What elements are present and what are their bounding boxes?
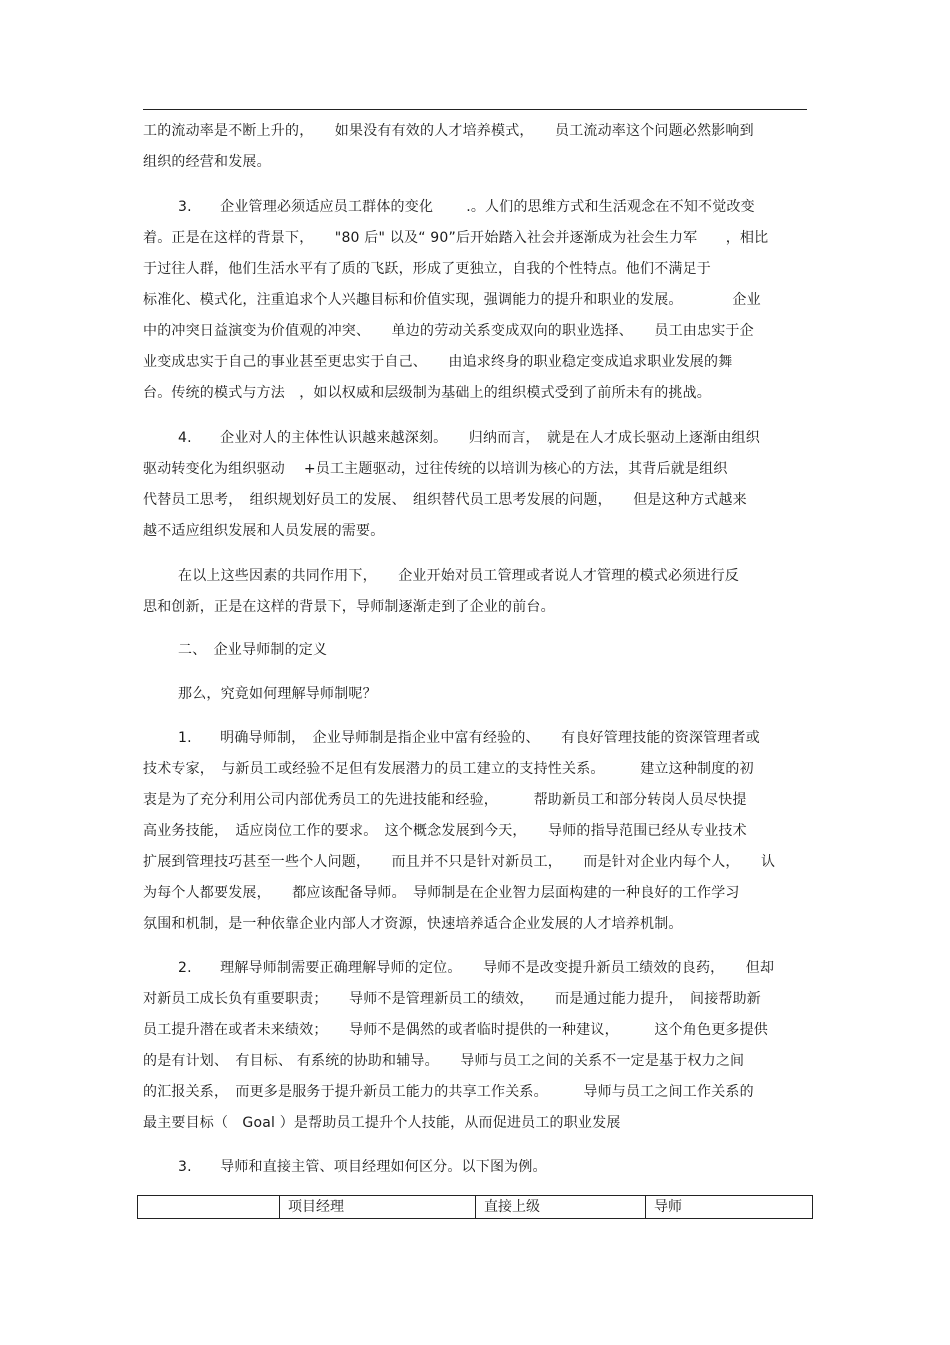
paragraph-2-heading: 2. 理解导师制需要正确理解导师的定位。 导师不是改变提升新员工绩效的良药， 但却 — [178, 960, 775, 976]
text-line: 代替员工思考， 组织规划好员工的发展、 组织替代员工思考发展的问题， 但是这种方式越来 — [143, 492, 747, 508]
paragraph-3-heading: 3. 企业管理必须适应员工群体的变化 .。人们的思维方式和生活观念在不知不觉改变 — [178, 199, 755, 215]
text-line: 的汇报关系， 而更多是服务于提升新员工能力的共享工作关系。 导师与员工之间工作关系的 — [143, 1084, 754, 1100]
table-header-cell-empty — [138, 1196, 280, 1218]
text-line: 最主要目标（ Goal ）是帮助员工提升个人技能，从而促进员工的职业发展 — [143, 1115, 621, 1131]
text-line: 越不适应组织发展和人员发展的需要。 — [143, 523, 385, 539]
text-line: 驱动转变化为组织驱动 +员工主题驱动，过往传统的以培训为核心的方法，其背后就是组织 — [143, 461, 728, 477]
table-header-mentor: 导师 — [654, 1199, 682, 1215]
text-line: 标准化、模式化，注重追求个人兴趣目标和价值实现，强调能力的提升和职业的发展。 企业 — [143, 292, 761, 308]
text-line: 为每个人都要发展， 都应该配备导师。 导师制是在企业智力层面构建的一种良好的工作学习 — [143, 885, 740, 901]
text-line: 着。正是在这样的背景下， "80 后" 以及“ 90”后开始踏入社会并逐渐成为社会生力军 ，相比 — [143, 230, 769, 246]
text-line: 于过往人群，他们生活水平有了质的飞跃，形成了更独立，自我的个性特点。他们不满足于 — [143, 261, 711, 277]
section-heading: 二、 企业导师制的定义 — [178, 642, 328, 658]
text-line: 工的流动率是不断上升的， 如果没有有效的人才培养模式， 员工流动率这个问题必然影响到 — [143, 123, 754, 139]
text-line: 对新员工成长负有重要职责； 导师不是管理新员工的绩效， 而是通过能力提升， 间接帮助新 — [143, 991, 761, 1007]
text-line: 衷是为了充分利用公司内部优秀员工的先进技能和经验， 帮助新员工和部分转岗人员尽快提 — [143, 792, 747, 808]
text-line: 思和创新，正是在这样的背景下，导师制逐渐走到了企业的前台。 — [143, 599, 555, 615]
paragraph-3b-heading: 3. 导师和直接主管、项目经理如何区分。以下图为例。 — [178, 1159, 547, 1175]
text-line: 的是有计划、 有目标、 有系统的协助和辅导。 导师与员工之间的关系不一定是基于权力之间 — [143, 1053, 745, 1069]
comparison-table — [137, 1195, 813, 1219]
table-header-project-manager: 项目经理 — [280, 1196, 476, 1218]
text-line: 高业务技能， 适应岗位工作的要求。 这个概念发展到今天， 导师的指导范围已经从专业技术 — [143, 823, 747, 839]
text-line: 技术专家， 与新员工或经验不足但有发展潜力的员工建立的支持性关系。 建立这种制度的初 — [143, 761, 754, 777]
table-header-direct-supervisor: 直接上级 — [476, 1196, 646, 1218]
text-line: 那么，究竟如何理解导师制呢？ — [178, 686, 377, 702]
text-line: 业变成忠实于自己的事业甚至更忠实于自己、 由追求终身的职业稳定变成追求职业发展的舞 — [143, 354, 733, 370]
paragraph-1-heading: 1. 明确导师制， 企业导师制是指企业中富有经验的、 有良好管理技能的资深管理者或 — [178, 730, 760, 746]
text-line: 员工提升潜在或者未来绩效； 导师不是偶然的或者临时提供的一种建议， 这个角色更多提供 — [143, 1022, 768, 1038]
text-line: 组织的经营和发展。 — [143, 154, 271, 170]
text-line: 氛围和机制，是一种依靠企业内部人才资源，快速培养适合企业发展的人才培养机制。 — [143, 916, 683, 932]
text-line: 在以上这些因素的共同作用下， 企业开始对员工管理或者说人才管理的模式必须进行反 — [178, 568, 739, 584]
text-line: 台。传统的模式与方法 ，如以权威和层级制为基础上的组织模式受到了前所未有的挑战。 — [143, 385, 711, 401]
paragraph-4-heading: 4. 企业对人的主体性认识越来越深刻。 归纳而言， 就是在人才成长驱动上逐渐由组织 — [178, 430, 760, 446]
text-line: 中的冲突日益演变为价值观的冲突、 单边的劳动关系变成双向的职业选择、 员工由忠实于企 — [143, 323, 754, 339]
header-rule — [143, 109, 807, 110]
text-line: 扩展到管理技巧甚至一些个人问题， 而且并不只是针对新员工， 而是针对企业内每个人， 认 — [143, 854, 776, 870]
